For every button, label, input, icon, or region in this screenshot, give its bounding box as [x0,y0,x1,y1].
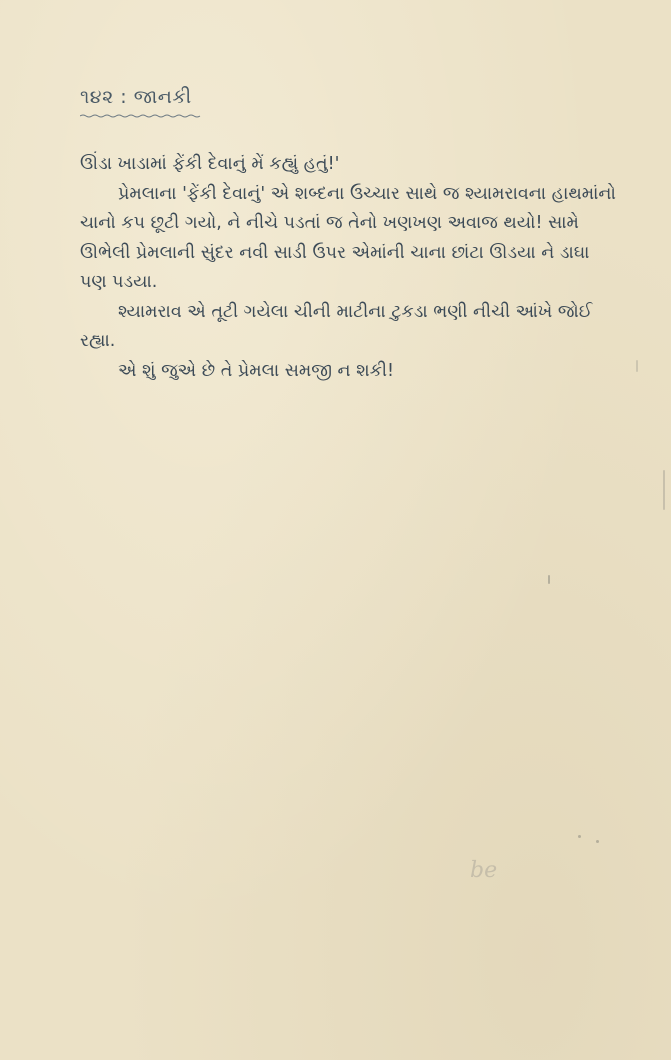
paragraph-4: એ શું જુએ છે તે પ્રેમલા સમજી ન શકી! [118,360,395,381]
paragraph-1: ઊંડા ખાડામાં ફેંકી દેવાનું મેં કહ્યું હતું!' [80,154,340,174]
speck [636,360,638,372]
body-text [80,150,620,386]
pencil-mark: be [470,858,498,883]
running-head: ૧૪૨ : જાનકી [80,86,192,108]
speck [578,835,581,838]
speck [663,470,665,510]
paragraph-3: શ્યામરાવ એ તૂટી ગયેલા ચીની માટીના ટુકડા ભણી નીચી આંખે જોઈ રહ્યા. [80,301,593,351]
header-wavy-rule [80,114,202,118]
speck [596,840,599,843]
paragraph-2: પ્રેમલાના 'ફેંકી દેવાનું' એ શબ્દના ઉચ્ચાર સાથે જ શ્યામરાવના હાથમાંનો ચાનો કપ છૂટી ગયો, ને નીચે પડતાં જ તેનો ખણખણ અવાજ થયો! સામે ઊભેલી પ્રેમલાની સુંદર નવી સાડી ઉપર એમાંની ચાના છાંટા ઊડયા ને ડાઘા પણ પડયા. [80,183,616,292]
speck [548,575,550,584]
